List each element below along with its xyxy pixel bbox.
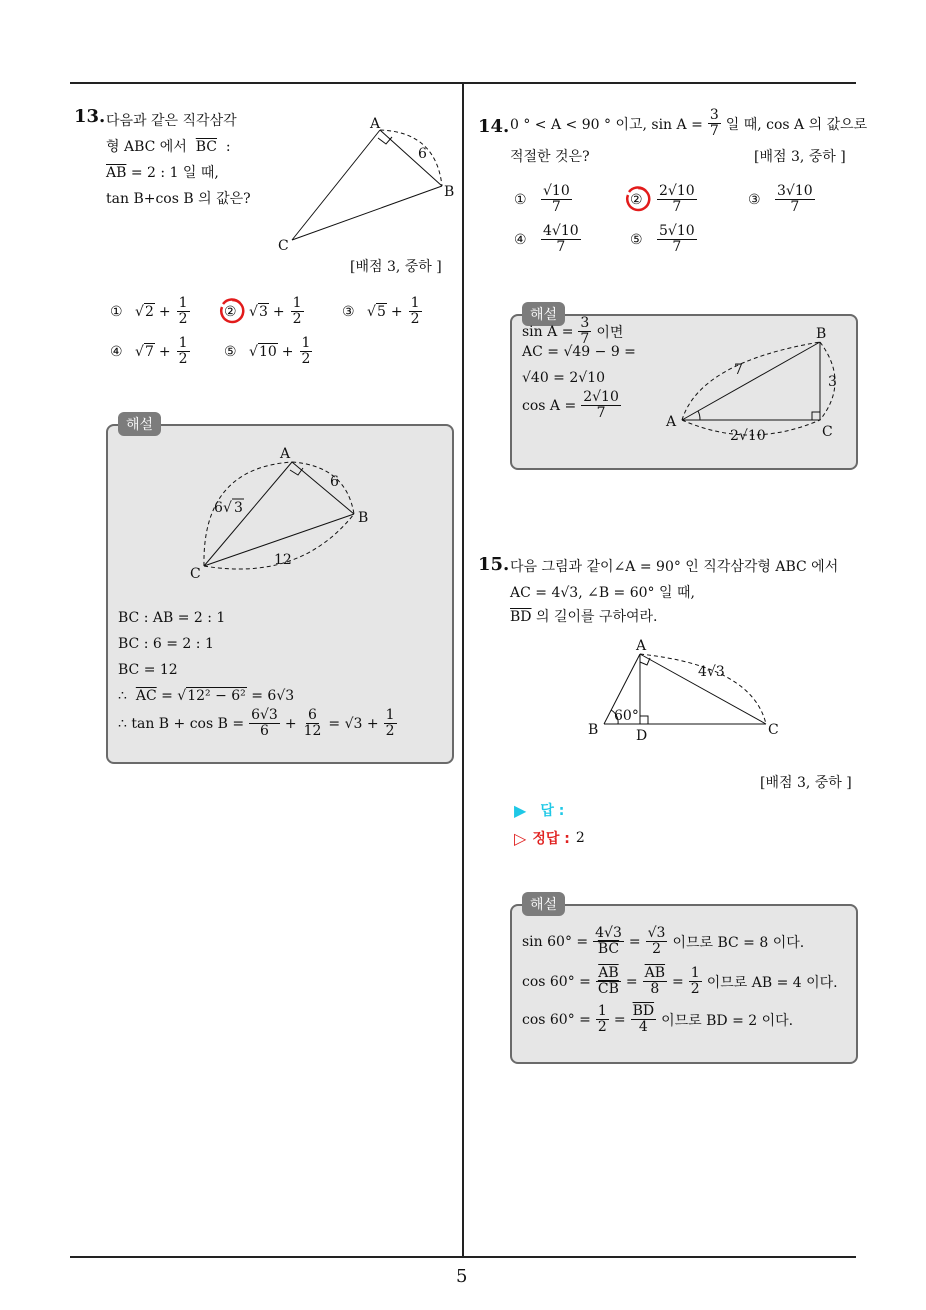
q15-number: 15. <box>478 554 510 575</box>
q15-answer-row <box>514 800 564 820</box>
q15-sol-line3: cos 60° = $\frac{1}{2}$ = $\frac{\overline{BD}}{4}$ 이므로 BD = 2 이다. <box>522 1003 794 1036</box>
q13-sol-fig-ac-root: 3 <box>234 500 243 516</box>
answer-play-icon: ▶ <box>514 800 527 820</box>
q15-correct-row <box>514 828 585 848</box>
q14-text-line1: 0 ° < A < 90 ° 이고, sin A = $\frac{3}{7}$ 일 때, cos A 의 값으로 <box>510 107 868 140</box>
q14-number: 14. <box>478 116 510 137</box>
q14-fig-ab: 7 <box>734 362 743 378</box>
q14-fig-label-c: C <box>822 424 833 440</box>
q15-figure <box>584 636 784 744</box>
q13-fig-label-a: A <box>370 116 381 132</box>
q13-sol-fig-label-c: C <box>190 566 201 582</box>
q14-choice-3[interactable]: ③ $\frac{3√10}{7}$ <box>748 183 813 216</box>
correct-value: 2 <box>575 830 585 846</box>
q13-choice-2[interactable]: ② √3 + $\frac{1}{2}$ <box>224 296 306 328</box>
q15-fig-label-b: B <box>588 722 599 738</box>
q13-score: [배점 3, 중하 ] <box>350 259 442 275</box>
q13-number: 13. <box>74 106 106 127</box>
q14-sol-line4: cos A = $\frac{2√10}{7}$ <box>522 389 619 422</box>
q13-choice-1[interactable]: ① √2 + $\frac{1}{2}$ <box>110 295 188 328</box>
q13-fig-label-c: C <box>278 238 289 254</box>
q13-text-line4: tan B+cos B 의 값은? <box>106 191 251 207</box>
q15-sol-line1: sin 60° = $\frac{4√3}{BC}$ = $\frac{√3}{2}$ 이므로 BC = 8 이다. <box>522 925 805 958</box>
q13-sol-line5: ∴ tan B + cos B = $\frac{6√3}{6}$ + $\frac{6}{12}$ = √3 + $\frac{1}{2}$ <box>118 707 395 740</box>
q15-fig-label-a: A <box>636 638 647 654</box>
q14-fig-bc: 3 <box>828 374 837 390</box>
q13-sol-line3: BC = 12 <box>118 662 178 678</box>
q13-fig-side-label: 6 <box>418 146 427 162</box>
q15-text-line3: $\overline{BD}$ 의 길이를 구하여라. <box>510 609 658 625</box>
q13-choice-5[interactable]: ⑤ √10 + $\frac{1}{2}$ <box>224 335 311 368</box>
svg-text:√: √ <box>223 500 232 516</box>
q15-solution-tag: 해설 <box>522 892 565 916</box>
q13-sol-line2: BC : 6 = 2 : 1 <box>118 636 214 652</box>
q13-text-line1: 다음과 같은 직각삼각 <box>106 113 237 129</box>
column-divider <box>462 84 464 1258</box>
q14-sol-line2: AC = √49 − 9 = <box>522 344 636 360</box>
q14-choice-5[interactable]: ⑤ $\frac{5√10}{7}$ <box>630 223 695 256</box>
q15-fig-ac: 4√3 <box>698 664 725 680</box>
answer-label: 답 : <box>540 803 565 819</box>
q13-choice-4[interactable]: ④ √7 + $\frac{1}{2}$ <box>110 335 188 368</box>
q13-sol-fig-ac-coef: 6 <box>214 500 223 516</box>
q14-fig-label-a: A <box>666 414 677 430</box>
q13-sol-line1: BC : AB = 2 : 1 <box>118 610 226 626</box>
q13-choice-3[interactable]: ③ √5 + $\frac{1}{2}$ <box>342 295 420 328</box>
q13-text-line2: 형 ABC 에서 $\overline{BC}$ : <box>106 139 231 155</box>
q14-sol-line3: √40 = 2√10 <box>522 370 606 386</box>
q14-solution-tag: 해설 <box>522 302 565 326</box>
q15-text-line2: AC = 4√3, ∠B = 60° 일 때, <box>510 585 695 601</box>
correct-label: 정답 : <box>532 831 570 847</box>
q14-text-line2: 적절한 것은? <box>510 149 590 165</box>
correct-play-outline-icon: ▷ <box>514 828 527 848</box>
q14-fig-label-b: B <box>816 326 827 342</box>
q14-fig-ac: 2√10 <box>730 428 766 444</box>
q14-answer-mark-icon <box>624 186 652 214</box>
q13-fig-label-b: B <box>444 184 455 200</box>
q14-choice-1[interactable]: ① $\frac{√10}{7}$ <box>514 183 570 216</box>
q14-choice-2[interactable]: ② $\frac{2√10}{7}$ <box>630 184 699 216</box>
q15-score: [배점 3, 중하 ] <box>760 775 852 791</box>
q15-sol-line2: cos 60° = $\frac{\overline{AB}}{CB}$ = $\frac{\overline{AB}}{8}$ = $\frac{1}{2}$ 이므로 AB = 4 이다. <box>522 965 838 998</box>
q14-solution-figure <box>660 322 850 448</box>
bottom-rule <box>70 1256 856 1258</box>
q13-sol-line4: ∴ $\overline{AC} = √12^2 - 6^2 = 6√3$ <box>118 688 295 704</box>
q15-fig-label-c: C <box>768 722 779 738</box>
q13-answer-mark-icon <box>218 298 246 326</box>
q13-sol-fig-bc: 12 <box>274 552 292 568</box>
q13-solution-figure <box>180 442 380 582</box>
q13-sol-fig-label-b: B <box>358 510 369 526</box>
q15-fig-angle: 60° <box>614 708 639 724</box>
q13-figure <box>270 110 470 260</box>
q15-fig-label-d: D <box>636 728 648 744</box>
q14-sol-line1: sin A = $\frac{3}{7}$ 이면 <box>522 315 624 348</box>
page-number: 5 <box>456 1266 468 1287</box>
q13-solution-tag: 해설 <box>118 412 161 436</box>
q13-sol-fig-label-a: A <box>280 446 291 462</box>
q13-sol-fig-ab: 6 <box>330 474 339 490</box>
q14-choice-4[interactable]: ④ $\frac{4√10}{7}$ <box>514 223 579 256</box>
q15-text-line1: 다음 그림과 같이∠A = 90° 인 직각삼각형 ABC 에서 <box>510 559 839 575</box>
q14-score: [배점 3, 중하 ] <box>754 149 846 165</box>
q13-text-line3: $\overline{AB} = 2$ : 1 일 때, <box>106 165 219 181</box>
